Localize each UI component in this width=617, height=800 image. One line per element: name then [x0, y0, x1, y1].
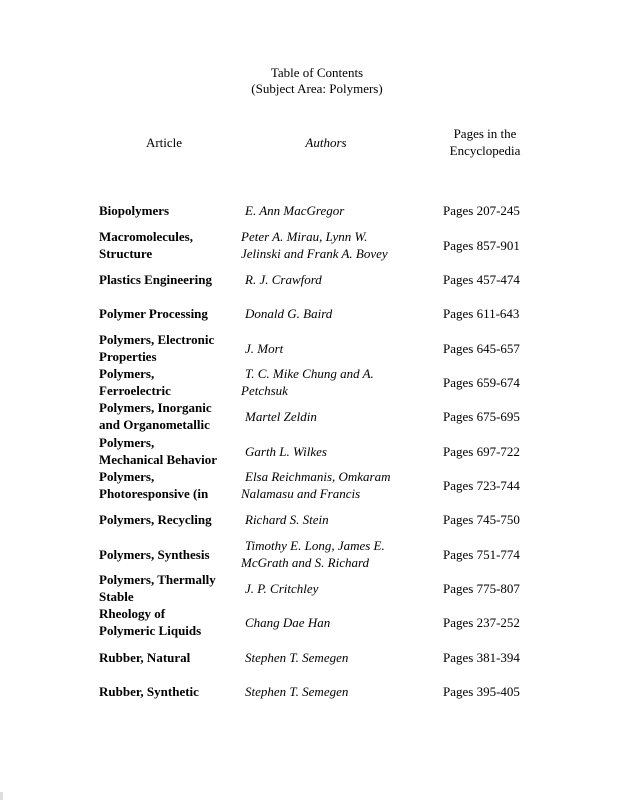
article-title [99, 365, 239, 399]
article-title-line: Polymeric Liquids [99, 623, 202, 638]
article-authors-line: J. Mort [245, 340, 284, 356]
article-title [99, 305, 239, 322]
article-authors [241, 468, 421, 502]
article-title-line: Polymers, Recycling [99, 511, 212, 527]
article-authors-line: T. C. Mike Chung and A. [245, 366, 374, 381]
article-title-line: Structure [99, 246, 153, 261]
article-authors [241, 511, 421, 528]
article-title-line: Polymers, [99, 469, 155, 484]
article-authors-line: J. P. Critchley [245, 580, 319, 596]
article-authors [241, 408, 421, 425]
article-title-line: Polymers, Electronic [99, 332, 215, 347]
article-pages: Pages 723-744 [443, 477, 520, 493]
article-pages: Pages 457-474 [443, 271, 520, 287]
article-authors [241, 649, 421, 666]
article-authors-line: Garth L. Wilkes [245, 443, 327, 459]
article-authors-line: Richard S. Stein [245, 511, 329, 527]
article-title-line: Rheology of [99, 606, 166, 621]
article-authors-line: Petchsuk [241, 383, 288, 398]
article-title-line: Mechanical Behavior [99, 452, 218, 467]
article-pages: Pages 611-643 [443, 305, 520, 321]
toc-subtitle: (Subject Area: Polymers) [251, 81, 383, 96]
article-authors [241, 271, 421, 288]
article-title-line: and Organometallic [99, 417, 210, 432]
article-pages: Pages 237-252 [443, 614, 520, 630]
article-authors [241, 340, 421, 357]
article-authors-line: McGrath and S. Richard [241, 555, 370, 570]
article-title [99, 605, 239, 639]
article-authors [241, 365, 421, 399]
article-authors-line: Martel Zeldin [245, 408, 317, 424]
article-authors-line: Chang Dae Han [245, 614, 331, 630]
article-title [99, 399, 239, 433]
article-title-line: Macromolecules, [99, 229, 193, 244]
article-title [99, 202, 239, 219]
article-title-line: Ferroelectric [99, 383, 171, 398]
column-header-pages-line2: Encyclopedia [449, 143, 521, 158]
article-title [99, 511, 239, 528]
article-pages: Pages 751-774 [443, 546, 520, 562]
article-authors-line: Nalamasu and Francis [241, 486, 361, 501]
column-header-pages-line1: Pages in the [453, 126, 517, 141]
article-authors-line: Donald G. Baird [245, 305, 333, 321]
article-pages: Pages 659-674 [443, 374, 520, 390]
article-title [99, 683, 239, 700]
article-authors-line: Stephen T. Semegen [245, 683, 349, 699]
article-authors-line: R. J. Crawford [245, 271, 322, 287]
toc-title: Table of Contents [270, 65, 364, 80]
article-authors [241, 305, 421, 322]
article-title [99, 434, 239, 468]
article-pages: Pages 745-750 [443, 511, 520, 527]
article-pages: Pages 775-807 [443, 580, 520, 596]
article-title-line: Plastics Engineering [99, 271, 213, 287]
article-title [99, 228, 239, 262]
article-pages: Pages 857-901 [443, 237, 520, 253]
article-authors-line: Timothy E. Long, James E. [245, 538, 385, 553]
article-title-line: Polymers, Inorganic [99, 400, 212, 415]
article-authors [241, 580, 421, 597]
article-authors-line: E. Ann MacGregor [245, 202, 345, 218]
article-title [99, 571, 239, 605]
article-authors-line: Peter A. Mirau, Lynn W. [241, 229, 368, 244]
article-title-line: Properties [99, 349, 157, 364]
article-title-line: Rubber, Synthetic [99, 683, 199, 699]
article-authors [241, 228, 421, 262]
article-title [99, 271, 239, 288]
article-authors [241, 537, 421, 571]
article-title [99, 649, 239, 666]
article-authors [241, 202, 421, 219]
article-authors-line: Elsa Reichmanis, Omkaram [245, 469, 391, 484]
column-header-authors: Authors [305, 135, 347, 150]
page-edge-mark [0, 792, 3, 800]
article-title-line: Stable [99, 589, 134, 604]
article-authors-line: Stephen T. Semegen [245, 649, 349, 665]
article-authors-line: Jelinski and Frank A. Bovey [241, 246, 388, 261]
article-authors [241, 614, 421, 631]
article-title-line: Polymer Processing [99, 305, 208, 321]
article-title [99, 468, 239, 502]
article-title-line: Polymers, Synthesis [99, 546, 210, 562]
article-pages: Pages 675-695 [443, 408, 520, 424]
article-title [99, 331, 239, 365]
article-title-line: Polymers, Thermally [99, 572, 216, 587]
article-title-line: Photoresponsive (in [99, 486, 209, 501]
article-pages: Pages 645-657 [443, 340, 520, 356]
article-title [99, 546, 239, 563]
column-header-article: Article [145, 135, 183, 150]
article-title-line: Polymers, [99, 435, 155, 450]
article-pages: Pages 395-405 [443, 683, 520, 699]
article-title-line: Biopolymers [99, 202, 170, 218]
article-title-line: Polymers, [99, 366, 155, 381]
article-pages: Pages 207-245 [443, 202, 520, 218]
article-pages: Pages 381-394 [443, 649, 520, 665]
article-authors [241, 443, 421, 460]
article-title-line: Rubber, Natural [99, 649, 191, 665]
article-pages: Pages 697-722 [443, 443, 520, 459]
article-authors [241, 683, 421, 700]
